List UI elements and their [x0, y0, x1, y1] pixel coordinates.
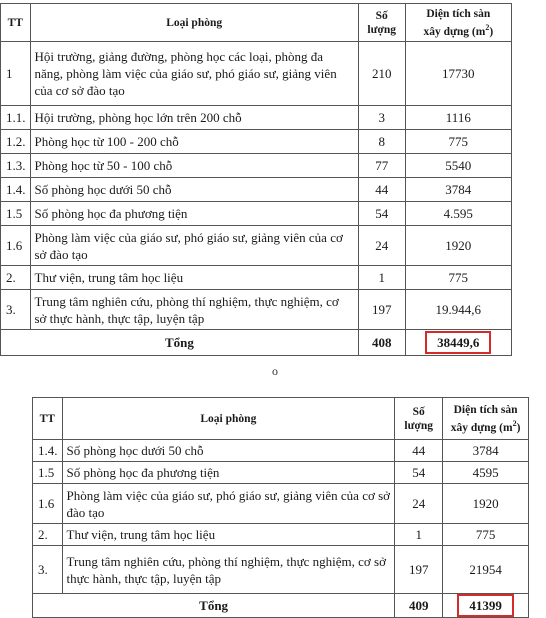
table-row [33, 484, 529, 524]
row-count: 1 [395, 524, 443, 546]
row-room: Phòng làm việc của giáo sư, phó giáo sư, giảng viên của cơ sở đào tạo [62, 484, 395, 524]
row-tt: 1.4. [1, 178, 31, 202]
row-count: 24 [395, 484, 443, 524]
row-area: 775 [405, 266, 511, 290]
row-area: 19.944,6 [405, 290, 511, 330]
room-area-table-original [0, 3, 512, 356]
total-count: 409 [395, 594, 443, 618]
row-room: Hội trường, giảng đường, phòng học các loại, phòng đa năng, phòng làm việc của giáo sư, phó giáo sư, giảng viên của cơ sở đào tạo [30, 42, 358, 106]
header-area [405, 4, 511, 42]
table-row [1, 290, 512, 330]
table-row [1, 266, 512, 290]
row-count: 1 [358, 266, 405, 290]
total-area-highlight: 38449,6 [425, 331, 491, 354]
table-row [33, 462, 529, 484]
table-row [33, 546, 529, 594]
table-header-row [1, 4, 512, 42]
table-row [1, 130, 512, 154]
table-row [1, 154, 512, 178]
table-row [1, 178, 512, 202]
row-tt: 2. [33, 524, 63, 546]
header-count-line1: Số [375, 9, 388, 22]
header-area-close: ) [516, 421, 521, 434]
row-tt: 1.1. [1, 106, 31, 130]
row-count: 3 [358, 106, 405, 130]
row-count: 54 [358, 202, 405, 226]
header-tt: TT [1, 4, 31, 42]
row-tt: 1.4. [33, 440, 63, 462]
row-area: 3784 [443, 440, 529, 462]
row-area: 4595 [443, 462, 529, 484]
row-room: Hội trường, phòng học lớn trên 200 chỗ [30, 106, 358, 130]
header-area-sup: 2 [512, 418, 517, 428]
header-count-line2: lượng [404, 419, 433, 432]
row-room: Phòng làm việc của giáo sư, phó giáo sư, giảng viên của cơ sở đào tạo [30, 226, 358, 266]
total-label: Tổng [1, 330, 359, 356]
row-area: 1116 [405, 106, 511, 130]
row-area: 775 [443, 524, 529, 546]
row-count: 197 [358, 290, 405, 330]
row-tt: 1 [1, 42, 31, 106]
table-row [1, 226, 512, 266]
row-room: Thư viện, trung tâm học liệu [62, 524, 395, 546]
row-room: Thư viện, trung tâm học liệu [30, 266, 358, 290]
row-tt: 1.5 [1, 202, 31, 226]
row-count: 54 [395, 462, 443, 484]
row-room: Trung tâm nghiên cứu, phòng thí nghiệm, thực nghiệm, cơ sở thực hành, thực tập, luyện tập [30, 290, 358, 330]
total-area-highlight: 41399 [457, 594, 514, 617]
header-area-line1: Diện tích sàn [453, 403, 518, 416]
header-count-line1: Số [412, 405, 425, 418]
header-area [443, 398, 529, 440]
row-tt: 1.3. [1, 154, 31, 178]
row-count: 44 [358, 178, 405, 202]
row-area: 5540 [405, 154, 511, 178]
row-room: Trung tâm nghiên cứu, phòng thí nghiệm, thực nghiệm, cơ sở thực hành, thực tập, luyện tập [62, 546, 395, 594]
header-area-line1: Diện tích sàn [426, 7, 491, 20]
header-area-line2: xây dựng (m [450, 421, 513, 434]
row-tt: 3. [33, 546, 63, 594]
row-area: 17730 [405, 42, 511, 106]
table-row [1, 202, 512, 226]
table-row [33, 524, 529, 546]
row-area: 3784 [405, 178, 511, 202]
row-count: 77 [358, 154, 405, 178]
row-room: Số phòng học đa phương tiện [62, 462, 395, 484]
header-area-close: ) [489, 25, 494, 38]
header-room-type: Loại phòng [30, 4, 358, 42]
table-row [33, 440, 529, 462]
row-count: 197 [395, 546, 443, 594]
row-tt: 3. [1, 290, 31, 330]
row-tt: 1.6 [33, 484, 63, 524]
header-count [395, 398, 443, 440]
room-area-table-revised [32, 397, 529, 618]
row-tt: 1.5 [33, 462, 63, 484]
row-area: 775 [405, 130, 511, 154]
total-count: 408 [358, 330, 405, 356]
row-area: 4.595 [405, 202, 511, 226]
row-count: 24 [358, 226, 405, 266]
header-count [358, 4, 405, 42]
row-tt: 1.2. [1, 130, 31, 154]
row-room: Phòng học từ 50 - 100 chỗ [30, 154, 358, 178]
row-room: Số phòng học đa phương tiện [30, 202, 358, 226]
header-tt: TT [33, 398, 63, 440]
row-area: 21954 [443, 546, 529, 594]
total-area-cell [405, 330, 511, 356]
row-room: Số phòng học dưới 50 chỗ [62, 440, 395, 462]
row-tt: 1.6 [1, 226, 31, 266]
header-area-line2: xây dựng (m [423, 25, 486, 38]
row-area: 1920 [443, 484, 529, 524]
row-room: Số phòng học dưới 50 chỗ [30, 178, 358, 202]
row-count: 210 [358, 42, 405, 106]
row-room: Phòng học từ 100 - 200 chỗ [30, 130, 358, 154]
table-row [1, 106, 512, 130]
row-area: 1920 [405, 226, 511, 266]
table-row [1, 42, 512, 106]
total-row [1, 330, 512, 356]
row-tt: 2. [1, 266, 31, 290]
header-area-sup: 2 [485, 22, 490, 32]
total-label: Tổng [33, 594, 395, 618]
table-header-row [33, 398, 529, 440]
row-count: 44 [395, 440, 443, 462]
separator-mark: o [272, 364, 278, 378]
header-room-type: Loại phòng [62, 398, 395, 440]
header-count-line2: lượng [367, 23, 397, 36]
row-count: 8 [358, 130, 405, 154]
